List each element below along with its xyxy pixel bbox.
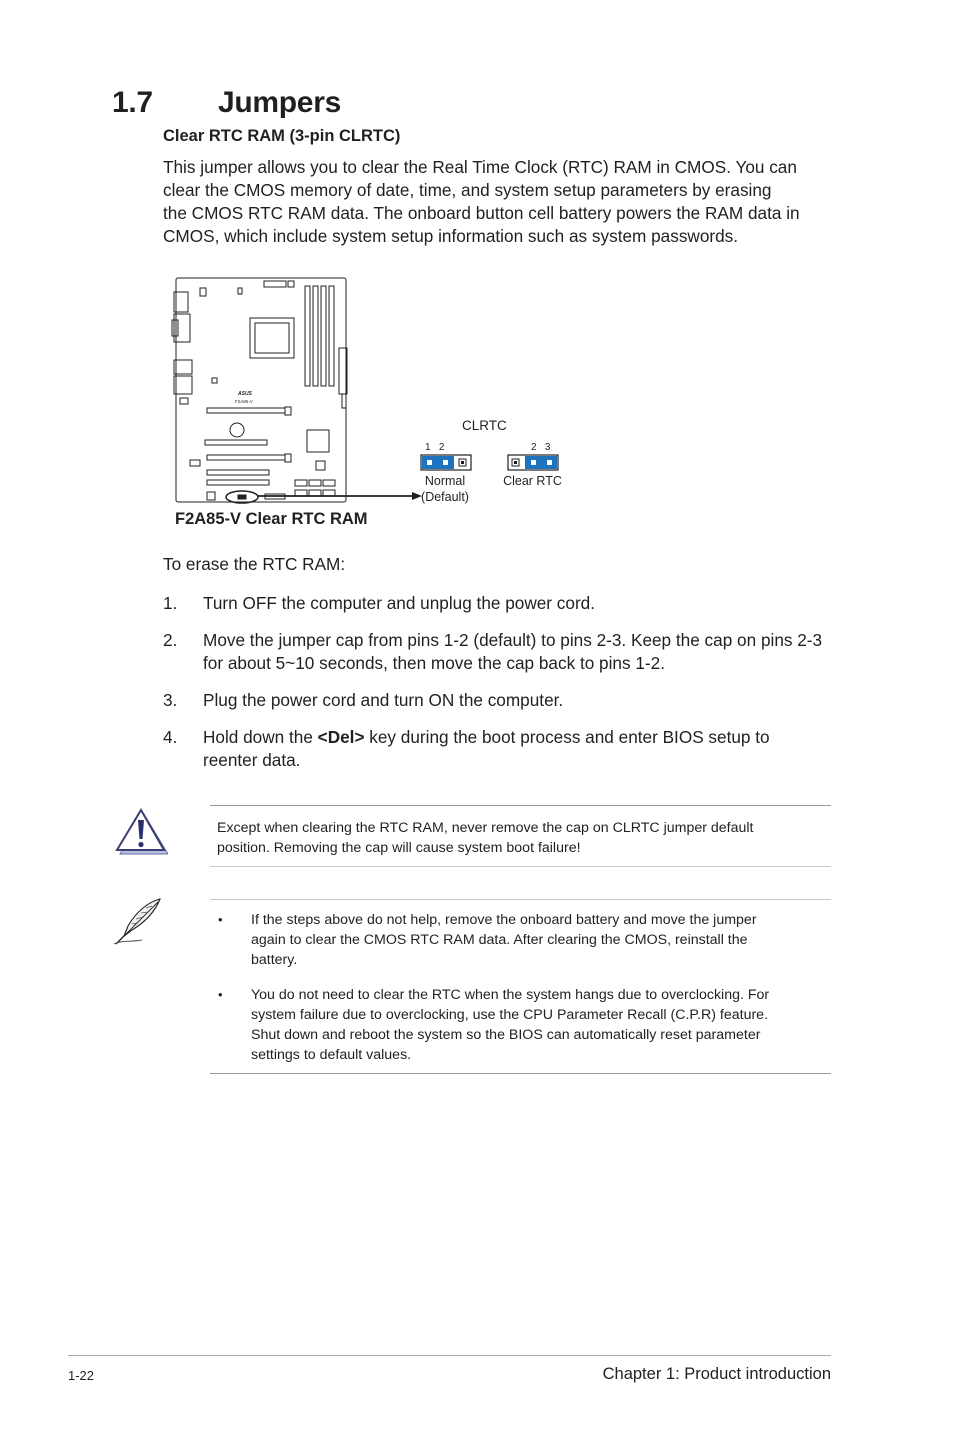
board-connector bbox=[190, 460, 200, 466]
step-number: 3. bbox=[163, 690, 178, 710]
cmos-battery bbox=[230, 423, 244, 437]
bullet-marker: • bbox=[218, 912, 223, 927]
warning-bottom-rule bbox=[210, 866, 831, 867]
step-text: Turn OFF the computer and unplug the power cord. bbox=[203, 593, 596, 613]
page-number: 1-22 bbox=[68, 1368, 95, 1383]
warning-text bbox=[217, 818, 827, 858]
note-bottom-rule bbox=[210, 1073, 831, 1074]
step-text-prefix: Hold down the bbox=[203, 727, 318, 747]
description-line: CMOS, which include system setup information such as system passwords. bbox=[163, 226, 739, 246]
pcie-slot-latch bbox=[285, 407, 291, 415]
normal-label bbox=[410, 473, 480, 505]
footer-rule bbox=[68, 1355, 831, 1356]
description-line: This jumper allows you to clear the Real Time Clock (RTC) RAM in CMOS. You can bbox=[163, 157, 797, 177]
board-chip bbox=[316, 461, 325, 470]
note-line: battery. bbox=[251, 952, 298, 968]
steps-intro: To erase the RTC RAM: bbox=[163, 554, 346, 574]
section-number: 1.7 bbox=[112, 86, 153, 119]
jumper-cap bbox=[525, 456, 557, 469]
note-line: system failure due to overclocking, use the CPU Parameter Recall (C.P.R) feature. bbox=[251, 1007, 769, 1023]
jumper-pin bbox=[461, 461, 464, 464]
subsection-title: Clear RTC RAM (3-pin CLRTC) bbox=[163, 127, 401, 145]
rear-io-port bbox=[174, 376, 192, 394]
section-heading bbox=[112, 86, 341, 120]
dimm-slot bbox=[329, 286, 334, 386]
warning-line: Except when clearing the RTC RAM, never remove the cap on CLRTC jumper default bbox=[217, 820, 754, 836]
step-number: 4. bbox=[163, 727, 178, 747]
board-connector bbox=[200, 288, 206, 296]
jumper-pin bbox=[514, 461, 517, 464]
step-text: reenter data. bbox=[203, 750, 301, 770]
dimm-slot bbox=[305, 286, 310, 386]
normal-label-line: Normal bbox=[424, 474, 466, 488]
note-line: Shut down and reboot the system so the BIOS can automatically reset parameter bbox=[251, 1027, 761, 1043]
step-text: for about 5~10 seconds, then move the cap back to pins 1-2. bbox=[203, 653, 665, 673]
feather-pen-icon bbox=[112, 896, 166, 948]
pcie-slot bbox=[205, 440, 267, 445]
description bbox=[163, 156, 833, 248]
note-line: If the steps above do not help, remove the onboard battery and move the jumper bbox=[251, 912, 757, 928]
chipset bbox=[307, 430, 329, 452]
note-line: You do not need to clear the RTC when the system hangs due to overclocking. For bbox=[251, 987, 770, 1003]
board-connector bbox=[288, 281, 294, 287]
pci-slot bbox=[207, 470, 269, 475]
normal-label-line: (Default) bbox=[421, 490, 469, 504]
pci-slot bbox=[207, 480, 269, 485]
board-connector bbox=[264, 281, 286, 287]
cpu-socket bbox=[250, 318, 294, 358]
header bbox=[207, 492, 215, 500]
step-text bbox=[203, 726, 770, 749]
section-title: Jumpers bbox=[218, 86, 341, 119]
dimm-slot bbox=[321, 286, 326, 386]
warning-top-rule bbox=[210, 805, 831, 806]
header bbox=[295, 480, 307, 486]
board-connector bbox=[238, 288, 242, 294]
warning-triangle-icon bbox=[112, 808, 168, 856]
note-line: settings to default values. bbox=[251, 1047, 412, 1063]
rear-io-port bbox=[174, 360, 192, 374]
diagram-caption: F2A85-V Clear RTC RAM bbox=[175, 510, 368, 528]
note-item bbox=[251, 910, 826, 970]
jumper-name: CLRTC bbox=[462, 418, 507, 433]
step-text: Move the jumper cap from pins 1-2 (default) to pins 2-3. Keep the cap on pins 2-3 bbox=[203, 630, 823, 650]
note-top-rule bbox=[210, 899, 831, 900]
jumper-cap bbox=[422, 456, 454, 469]
note-item bbox=[251, 985, 826, 1065]
note-line: again to clear the CMOS RTC RAM data. After clearing the CMOS, reinstall the bbox=[251, 932, 748, 948]
jumper-clear bbox=[508, 455, 558, 470]
board-chip bbox=[212, 378, 217, 383]
jumper-normal bbox=[421, 455, 471, 470]
atx-power-connector bbox=[342, 394, 346, 408]
clear-label: Clear RTC bbox=[503, 474, 562, 488]
description-line: the CMOS RTC RAM data. The onboard button cell battery powers the RAM data in bbox=[163, 203, 800, 223]
header bbox=[309, 480, 321, 486]
description-line: clear the CMOS memory of date, time, and system setup parameters by erasing bbox=[163, 180, 772, 200]
pin-numbers-clear: 2 3 bbox=[531, 442, 551, 453]
warning-line: position. Removing the cap will cause system boot failure! bbox=[217, 840, 581, 856]
pcie-slot bbox=[207, 455, 285, 460]
header bbox=[323, 480, 335, 486]
pcie-slot-latch bbox=[285, 454, 291, 462]
key-name: <Del> bbox=[317, 727, 365, 747]
rear-io-port bbox=[180, 398, 188, 404]
clrtc-location bbox=[238, 495, 246, 499]
chapter-title: Chapter 1: Product introduction bbox=[602, 1365, 831, 1383]
bullet-marker: • bbox=[218, 987, 223, 1002]
board-model: F2A85-V bbox=[235, 399, 253, 404]
pcie-slot bbox=[207, 408, 285, 413]
rear-io-port bbox=[172, 320, 178, 336]
step-number: 2. bbox=[163, 630, 178, 650]
cpu-socket-inner bbox=[255, 323, 289, 353]
step-text: Plug the power cord and turn ON the computer. bbox=[203, 690, 564, 710]
pin-numbers-normal: 1 2 bbox=[425, 442, 445, 453]
board-logo: ASUS bbox=[238, 391, 252, 397]
step-number: 1. bbox=[163, 593, 178, 613]
dimm-slot bbox=[313, 286, 318, 386]
step-text-suffix: key during the boot process and enter BIOS setup to bbox=[364, 727, 770, 747]
